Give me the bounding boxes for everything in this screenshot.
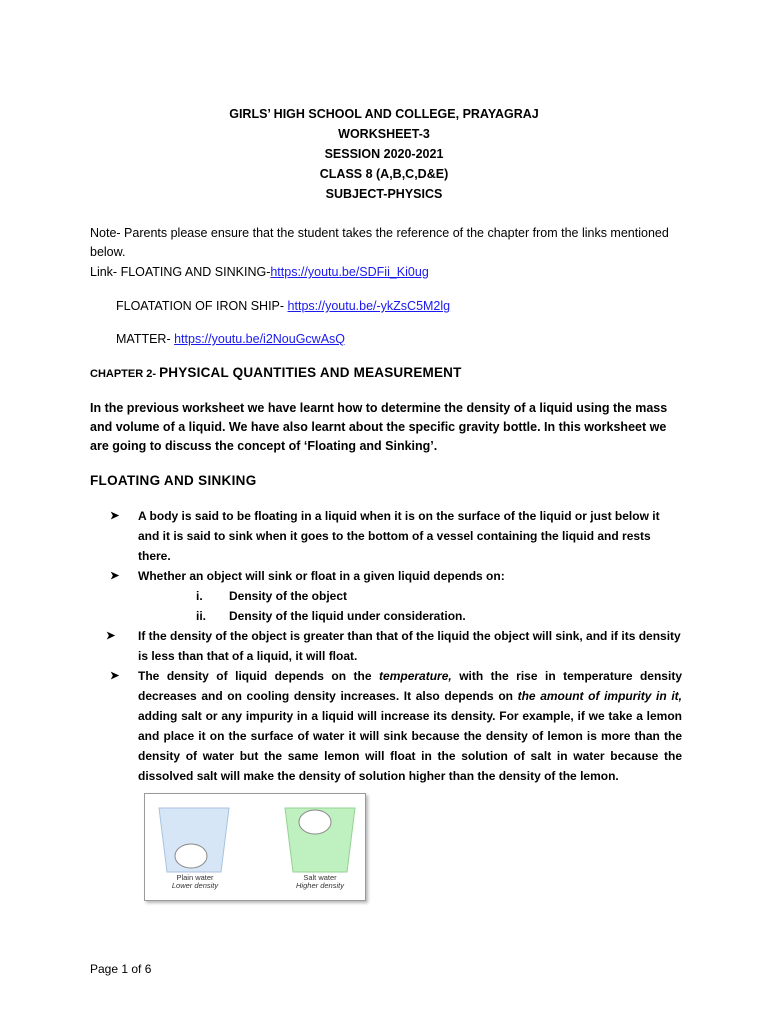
link-iron-ship-label: FLOATATION OF IRON SHIP- — [116, 299, 288, 313]
bullet-text: A body is said to be floating in a liquid when it is on the surface of the liquid or just below it and it is said to sink when it goes to the bottom of a vessel containing the liquid and rests there. — [138, 509, 660, 563]
intro-paragraph: In the previous worksheet we have learnt how to determine the density of a liquid using the mass and volume of a liquid. We have also learnt about the specific gravity bottle. In this worksheet we are going to discuss the concept of ‘Floating and Sinking’. — [90, 401, 668, 453]
emphasis-impurity: the amount of impurity in it, — [517, 689, 682, 703]
bullet-text-part: with the rise in temperature density decreases and on cooling density increases. It also depends on — [138, 669, 682, 703]
link-floating-sinking-label: Link- FLOATING AND SINKING- — [90, 265, 271, 279]
chapter-title: PHYSICAL QUANTITIES AND MEASUREMENT — [159, 365, 462, 380]
link-floating-sinking[interactable]: https://youtu.be/SDFii_Ki0ug — [270, 265, 429, 279]
link-matter-label: MATTER- — [116, 332, 175, 346]
sub-item-text: Density of the liquid under consideration. — [229, 609, 466, 623]
link-iron-ship[interactable]: https://youtu.be/-ykZsC5M2lg — [287, 299, 451, 313]
floating-lemon — [299, 810, 331, 834]
bullet-text: Whether an object will sink or float in a given liquid depends on: — [138, 569, 505, 583]
school-header — [0, 104, 768, 204]
bullet-text-part: The density of liquid depends on the — [138, 669, 380, 683]
salt-water-caption — [285, 874, 355, 890]
floating-lemon-figure — [144, 793, 366, 901]
link-matter[interactable]: https://youtu.be/i2NouGcwAsQ — [174, 332, 346, 346]
chapter-prefix: CHAPTER 2- — [90, 368, 160, 380]
arrow-bullet-icon: ➤ — [110, 570, 120, 582]
parent-note: Note- Parents please ensure that the student takes the reference of the chapter from the links mentioned below. — [90, 226, 669, 259]
link-floating-sinking-line — [90, 263, 429, 281]
arrow-bullet-icon: ➤ — [110, 510, 120, 522]
bullet-item — [106, 626, 682, 666]
subject: SUBJECT-PHYSICS — [325, 187, 443, 201]
sub-item-number: i. — [196, 589, 203, 603]
arrow-bullet-icon: ➤ — [106, 630, 116, 642]
sub-item — [110, 586, 682, 606]
emphasis-temperature: temperature, — [379, 669, 452, 683]
class-info: CLASS 8 (A,B,C,D&E) — [319, 167, 449, 181]
higher-density-label: Higher density — [296, 881, 344, 890]
bullet-item — [110, 666, 682, 786]
plain-water-label: Plain water — [176, 873, 214, 882]
worksheet-number: WORKSHEET-3 — [338, 127, 430, 141]
plain-water-caption — [160, 874, 230, 890]
section-title: FLOATING AND SINKING — [90, 473, 257, 488]
link-iron-ship-line — [116, 297, 450, 315]
link-matter-line — [116, 330, 345, 348]
page-number: Page 1 of 6 — [90, 962, 152, 976]
bullet-text: If the density of the object is greater than that of the liquid the object will sink, and if its density is less than that of a liquid, it will float. — [138, 629, 681, 663]
lower-density-label: Lower density — [171, 881, 219, 890]
sinking-lemon — [175, 844, 207, 868]
sub-item — [110, 606, 682, 626]
bullet-item — [110, 566, 682, 586]
bullet-text-part: adding salt or any impurity in a liquid will increase its density. For example, if we take a lemon and place it on the surface of water it will sink because the density of lemon is more than the density of water but the same lemon will float in the solution of salt in water because the dissolved salt will make the density of solution higher than the density of the lemon. — [138, 709, 682, 783]
salt-water-label: Salt water — [303, 873, 337, 882]
sub-item-text: Density of the object — [229, 589, 348, 603]
school-name: GIRLS’ HIGH SCHOOL AND COLLEGE, PRAYAGRAJ — [229, 107, 539, 121]
session: SESSION 2020-2021 — [324, 147, 444, 161]
bullet-item — [110, 506, 682, 566]
arrow-bullet-icon: ➤ — [110, 670, 120, 682]
bullet-list — [106, 506, 682, 786]
chapter-heading — [90, 364, 462, 382]
sub-item-number: ii. — [196, 609, 207, 623]
